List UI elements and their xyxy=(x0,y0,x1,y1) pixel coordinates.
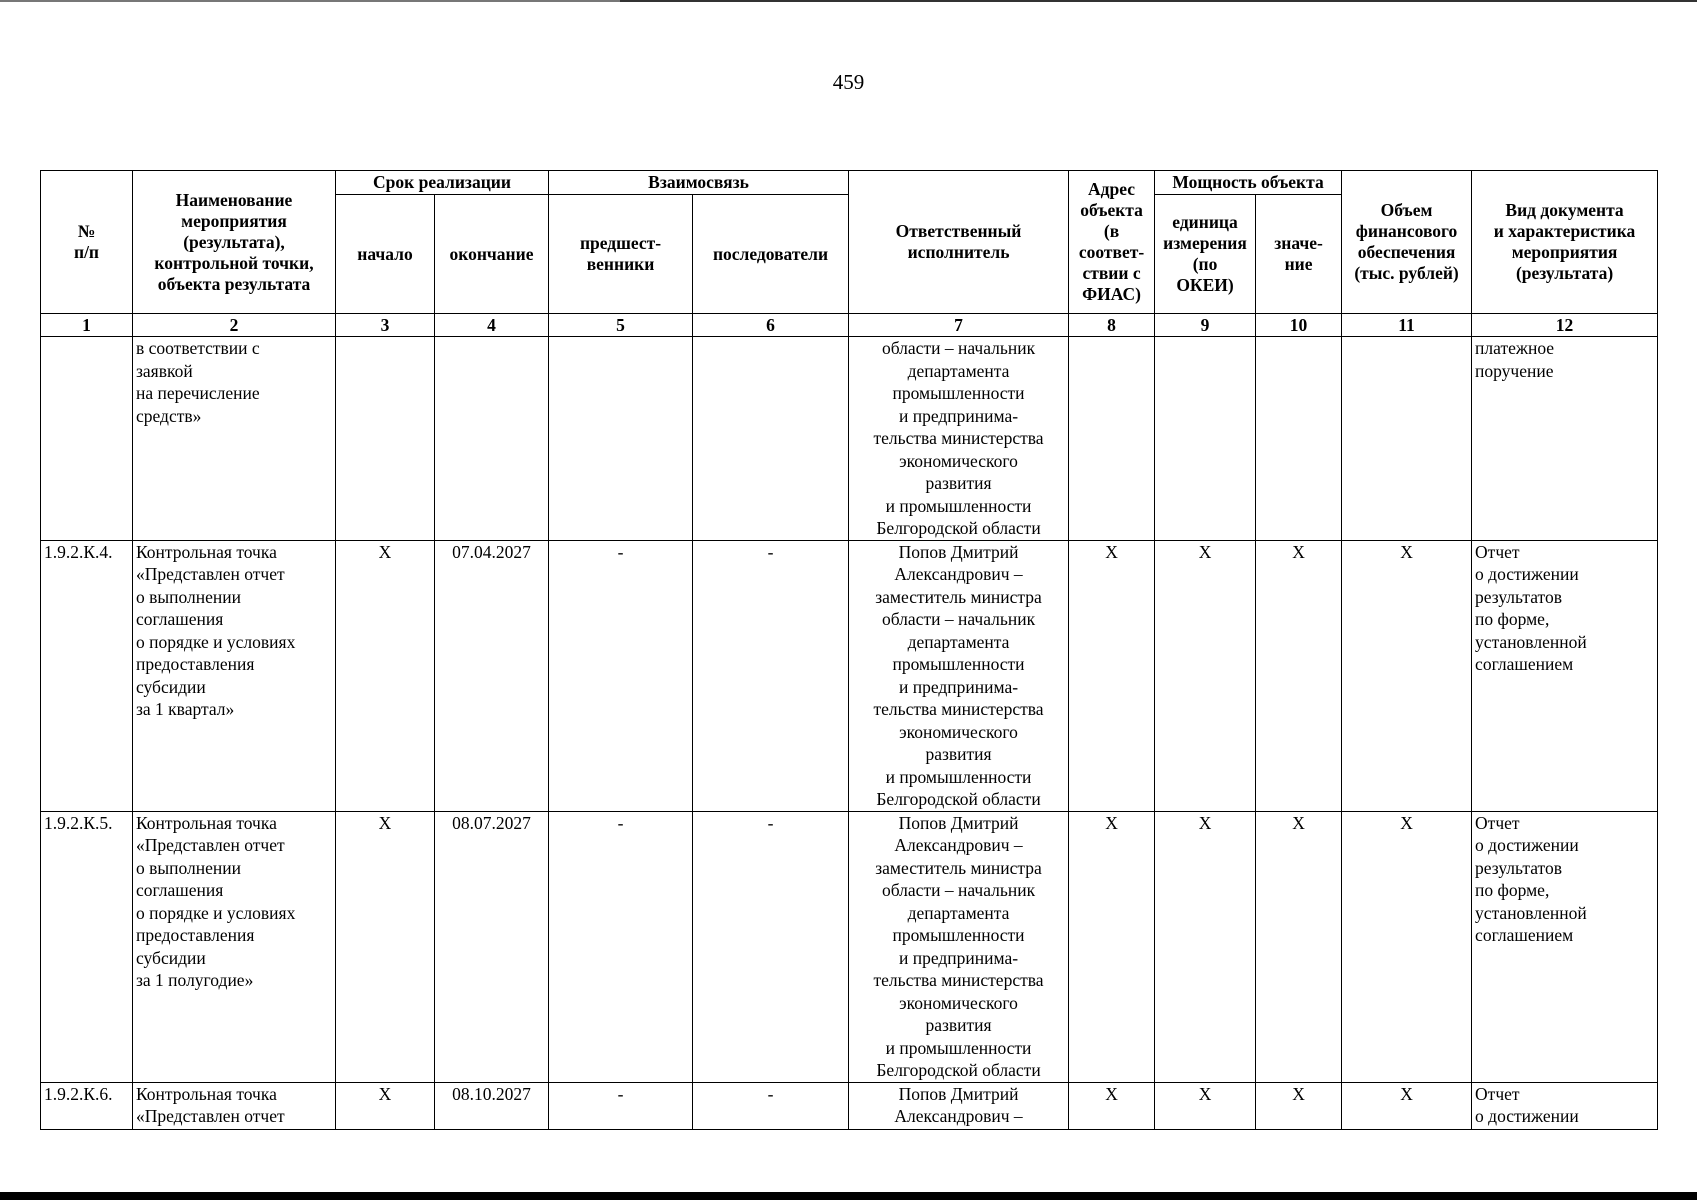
header-address: Адрес объекта (в соответ- ствии с ФИАС) xyxy=(1069,171,1155,314)
column-number: 5 xyxy=(549,314,693,337)
cell-end xyxy=(435,337,549,541)
column-number: 1 xyxy=(41,314,133,337)
cell-finance xyxy=(1342,337,1472,541)
cell-executor: Попов Дмитрий Александрович – заместитель министра области – начальник департамента промышленности и предпринима- тельства министерства экономического развития и промышленности Белгородской области xyxy=(849,540,1069,811)
column-number: 11 xyxy=(1342,314,1472,337)
cell-executor: области – начальник департамента промышленности и предпринима- тельства министерства экономического развития и промышленности Белгородской области xyxy=(849,337,1069,541)
header-unit: единица измерения (по ОКЕИ) xyxy=(1155,195,1256,314)
column-number: 3 xyxy=(336,314,435,337)
cell-executor: Попов Дмитрий Александрович – заместитель министра области – начальник департамента промышленности и предпринима- тельства министерства экономического развития и промышленности Белгородской области xyxy=(849,811,1069,1082)
column-numbers-row xyxy=(41,314,1658,337)
table-row xyxy=(41,811,1658,1082)
cell-finance: X xyxy=(1342,1082,1472,1129)
column-number: 8 xyxy=(1069,314,1155,337)
cell-address xyxy=(1069,337,1155,541)
cell-doc: Отчет о достижении xyxy=(1472,1082,1658,1129)
cell-executor: Попов Дмитрий Александрович – xyxy=(849,1082,1069,1129)
cell-start: X xyxy=(336,811,435,1082)
cell-predecessors: - xyxy=(549,540,693,811)
header-start: начало xyxy=(336,195,435,314)
cell-address: X xyxy=(1069,540,1155,811)
cell-address: X xyxy=(1069,811,1155,1082)
header-period: Срок реализации xyxy=(336,171,549,195)
page-number: 459 xyxy=(832,70,865,94)
cell-name: Контрольная точка «Представлен отчет о выполнении соглашения о порядке и условиях предоставления субсидии за 1 квартал» xyxy=(133,540,336,811)
cell-predecessors: - xyxy=(549,1082,693,1129)
cell-num: 1.9.2.К.4. xyxy=(41,540,133,811)
cell-doc: Отчет о достижении результатов по форме, установленной соглашением xyxy=(1472,811,1658,1082)
cell-name: в соответствии с заявкой на перечисление средств» xyxy=(133,337,336,541)
table-row xyxy=(41,337,1658,541)
column-number: 2 xyxy=(133,314,336,337)
header-capacity: Мощность объекта xyxy=(1155,171,1342,195)
cell-unit: X xyxy=(1155,540,1256,811)
table-header xyxy=(41,171,1658,337)
cell-name: Контрольная точка «Представлен отчет о выполнении соглашения о порядке и условиях предоставления субсидии за 1 полугодие» xyxy=(133,811,336,1082)
cell-unit: X xyxy=(1155,811,1256,1082)
column-number: 9 xyxy=(1155,314,1256,337)
cell-predecessors xyxy=(549,337,693,541)
header-value: значе- ние xyxy=(1256,195,1342,314)
cell-value: X xyxy=(1256,1082,1342,1129)
cell-doc: платежное поручение xyxy=(1472,337,1658,541)
cell-start: X xyxy=(336,540,435,811)
header-num: № п/п xyxy=(41,171,133,314)
cell-finance: X xyxy=(1342,540,1472,811)
cell-value: X xyxy=(1256,540,1342,811)
top-edge-line-dark xyxy=(620,0,1697,2)
column-number: 12 xyxy=(1472,314,1658,337)
bottom-edge-bar xyxy=(0,1192,1697,1200)
cell-value: X xyxy=(1256,811,1342,1082)
header-doc: Вид документа и характеристика мероприятия (результата) xyxy=(1472,171,1658,314)
cell-predecessors: - xyxy=(549,811,693,1082)
table-body xyxy=(41,337,1658,1130)
cell-num: 1.9.2.К.5. xyxy=(41,811,133,1082)
cell-address: X xyxy=(1069,1082,1155,1129)
table-row xyxy=(41,540,1658,811)
cell-finance: X xyxy=(1342,811,1472,1082)
activities-table xyxy=(40,170,1658,1130)
column-number: 10 xyxy=(1256,314,1342,337)
cell-name: Контрольная точка «Представлен отчет xyxy=(133,1082,336,1129)
cell-successors xyxy=(693,337,849,541)
cell-unit: X xyxy=(1155,1082,1256,1129)
cell-unit xyxy=(1155,337,1256,541)
column-number: 4 xyxy=(435,314,549,337)
cell-end: 07.04.2027 xyxy=(435,540,549,811)
cell-successors: - xyxy=(693,540,849,811)
cell-num xyxy=(41,337,133,541)
cell-num: 1.9.2.К.6. xyxy=(41,1082,133,1129)
header-name: Наименование мероприятия (результата), контрольной точки, объекта результата xyxy=(133,171,336,314)
header-row-1 xyxy=(41,171,1658,195)
cell-doc: Отчет о достижении результатов по форме, установленной соглашением xyxy=(1472,540,1658,811)
header-end: окончание xyxy=(435,195,549,314)
cell-end: 08.10.2027 xyxy=(435,1082,549,1129)
header-successors: последователи xyxy=(693,195,849,314)
header-predecessors: предшест- венники xyxy=(549,195,693,314)
cell-successors: - xyxy=(693,811,849,1082)
header-executor: Ответственный исполнитель xyxy=(849,171,1069,314)
cell-successors: - xyxy=(693,1082,849,1129)
header-finance: Объем финансового обеспечения (тыс. рублей) xyxy=(1342,171,1472,314)
table-row xyxy=(41,1082,1658,1129)
header-relation: Взаимосвязь xyxy=(549,171,849,195)
column-number: 6 xyxy=(693,314,849,337)
cell-start xyxy=(336,337,435,541)
cell-end: 08.07.2027 xyxy=(435,811,549,1082)
column-number: 7 xyxy=(849,314,1069,337)
cell-start: X xyxy=(336,1082,435,1129)
cell-value xyxy=(1256,337,1342,541)
